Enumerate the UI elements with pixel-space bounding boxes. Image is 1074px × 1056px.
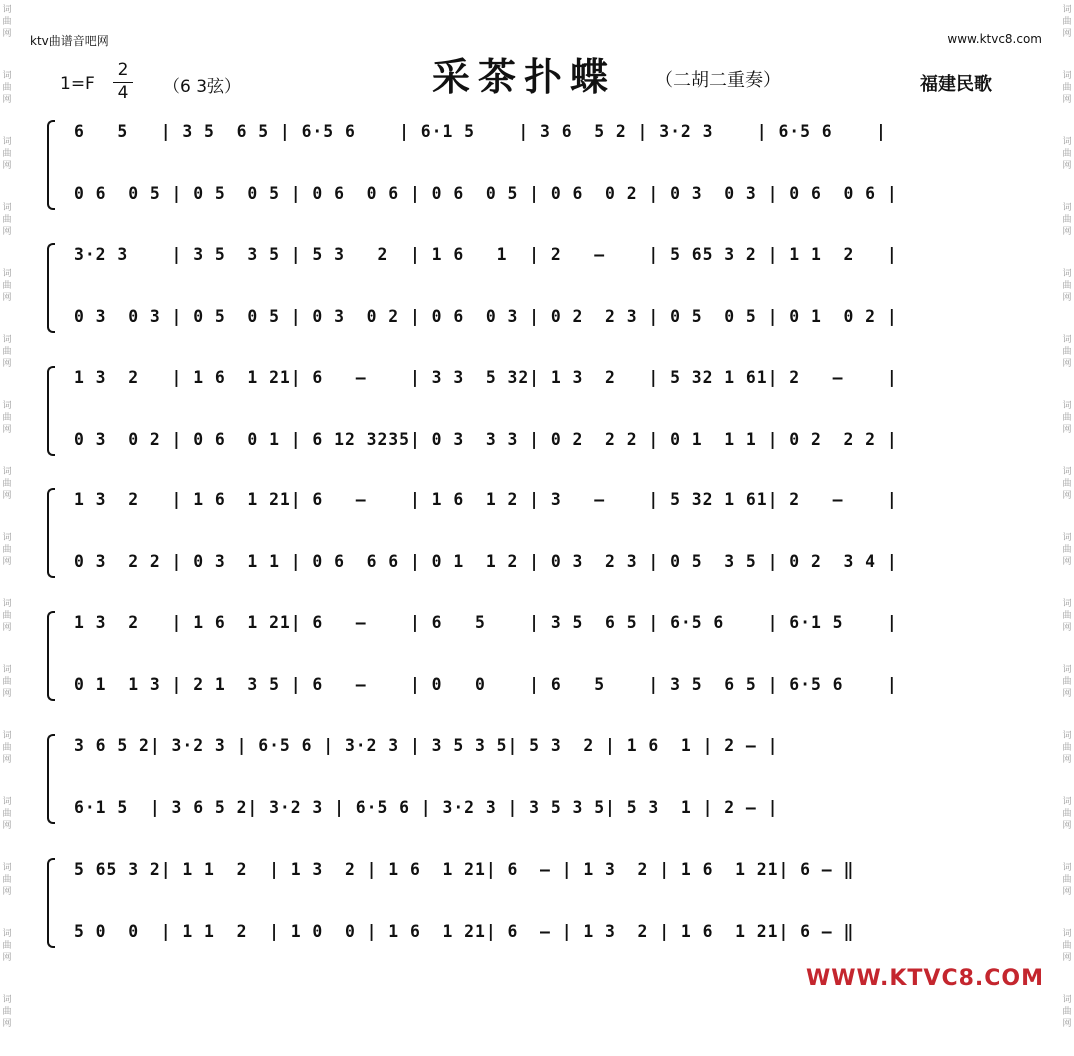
erhu-1-part: 3 6 5 2| 3·2 3 | 6·5 6 | 3·2 3 | 3 5 3 5| 5 3 2 | 1 6 1 | 2 — | <box>74 736 779 756</box>
key-signature: 1=F <box>60 74 95 94</box>
erhu-2-part: 5 0 0 | 1 1 2 | 1 0 0 | 1 6 1 21| 6 — | 1 3 2 | 1 6 1 21| 6 — ‖ <box>74 922 855 942</box>
staff-system <box>42 603 1052 709</box>
erhu-1-part: 1 3 2 | 1 6 1 21| 6 — | 6 5 | 3 5 6 5 | 6·5 6 | 6·1 5 | <box>74 613 898 633</box>
staff-system <box>42 112 1052 218</box>
system-brace <box>47 243 55 333</box>
time-denominator: 4 <box>117 83 129 103</box>
erhu-1-part: 1 3 2 | 1 6 1 21| 6 — | 1 6 1 2 | 3 — | 5 32 1 61| 2 — | <box>74 490 898 510</box>
erhu-2-part: 0 3 0 3 | 0 5 0 5 | 0 3 0 2 | 0 6 0 3 | 0 2 2 3 | 0 5 0 5 | 0 1 0 2 | <box>74 307 898 327</box>
system-brace <box>47 120 55 210</box>
erhu-2-part: 0 3 2 2 | 0 3 1 1 | 0 6 6 6 | 0 1 1 2 | 0 3 2 3 | 0 5 3 5 | 0 2 3 4 | <box>74 552 898 572</box>
erhu-1-part: 6 5 | 3 5 6 5 | 6·5 6 | 6·1 5 | 3 6 5 2 | 3·2 3 | 6·5 6 | <box>74 122 887 142</box>
staff-system <box>42 850 1052 956</box>
time-signature <box>113 60 133 105</box>
erhu-1-part: 5 65 3 2| 1 1 2 | 1 3 2 | 1 6 1 21| 6 — | 1 3 2 | 1 6 1 21| 6 — ‖ <box>74 860 855 880</box>
song-subtitle: （二胡二重奏） <box>655 70 781 91</box>
side-watermark-left: 词曲网 词曲网 词曲网 词曲网 词曲网 词曲网 词曲网 词曲网 词曲网 词曲网 词曲网 词曲网 词曲网 词曲网 词曲网 词曲网 <box>2 5 12 1029</box>
side-watermark-right: 词曲网 词曲网 词曲网 词曲网 词曲网 词曲网 词曲网 词曲网 词曲网 词曲网 词曲网 词曲网 词曲网 词曲网 词曲网 词曲网 <box>1062 5 1072 1029</box>
system-brace <box>47 734 55 824</box>
erhu-2-part: 0 1 1 3 | 2 1 3 5 | 6 — | 0 0 | 6 5 | 3 5 6 5 | 6·5 6 | <box>74 675 898 695</box>
system-brace <box>47 366 55 456</box>
staff-system <box>42 726 1052 832</box>
erhu-2-part: 0 6 0 5 | 0 5 0 5 | 0 6 0 6 | 0 6 0 5 | 0 6 0 2 | 0 3 0 3 | 0 6 0 6 | <box>74 184 898 204</box>
erhu-1-part: 1 3 2 | 1 6 1 21| 6 — | 3 3 5 32| 1 3 2 | 5 32 1 61| 2 — | <box>74 368 898 388</box>
erhu-2-part: 0 3 0 2 | 0 6 0 1 | 6 12 3235| 0 3 3 3 | 0 2 2 2 | 0 1 1 1 | 0 2 2 2 | <box>74 430 898 450</box>
site-url[interactable]: www.ktvc8.com <box>947 32 1042 46</box>
site-name: ktv曲谱音吧网 <box>30 34 109 48</box>
system-brace <box>47 611 55 701</box>
system-brace <box>47 488 55 578</box>
erhu-2-part: 6·1 5 | 3 6 5 2| 3·2 3 | 6·5 6 | 3·2 3 | 3 5 3 5| 5 3 1 | 2 — | <box>74 798 779 818</box>
erhu-1-part: 3·2 3 | 3 5 3 5 | 5 3 2 | 1 6 1 | 2 — | 5 65 3 2 | 1 1 2 | <box>74 245 898 265</box>
staff-system <box>42 480 1052 586</box>
string-tuning: （6 3弦） <box>163 77 242 97</box>
watermark-url: WWW.KTVC8.COM <box>806 966 1044 991</box>
time-numerator: 2 <box>117 60 129 80</box>
song-origin: 福建民歌 <box>920 74 992 95</box>
staff-system <box>42 358 1052 464</box>
system-brace <box>47 858 55 948</box>
song-title: 采茶扑蝶 <box>432 54 617 99</box>
staff-system <box>42 235 1052 341</box>
